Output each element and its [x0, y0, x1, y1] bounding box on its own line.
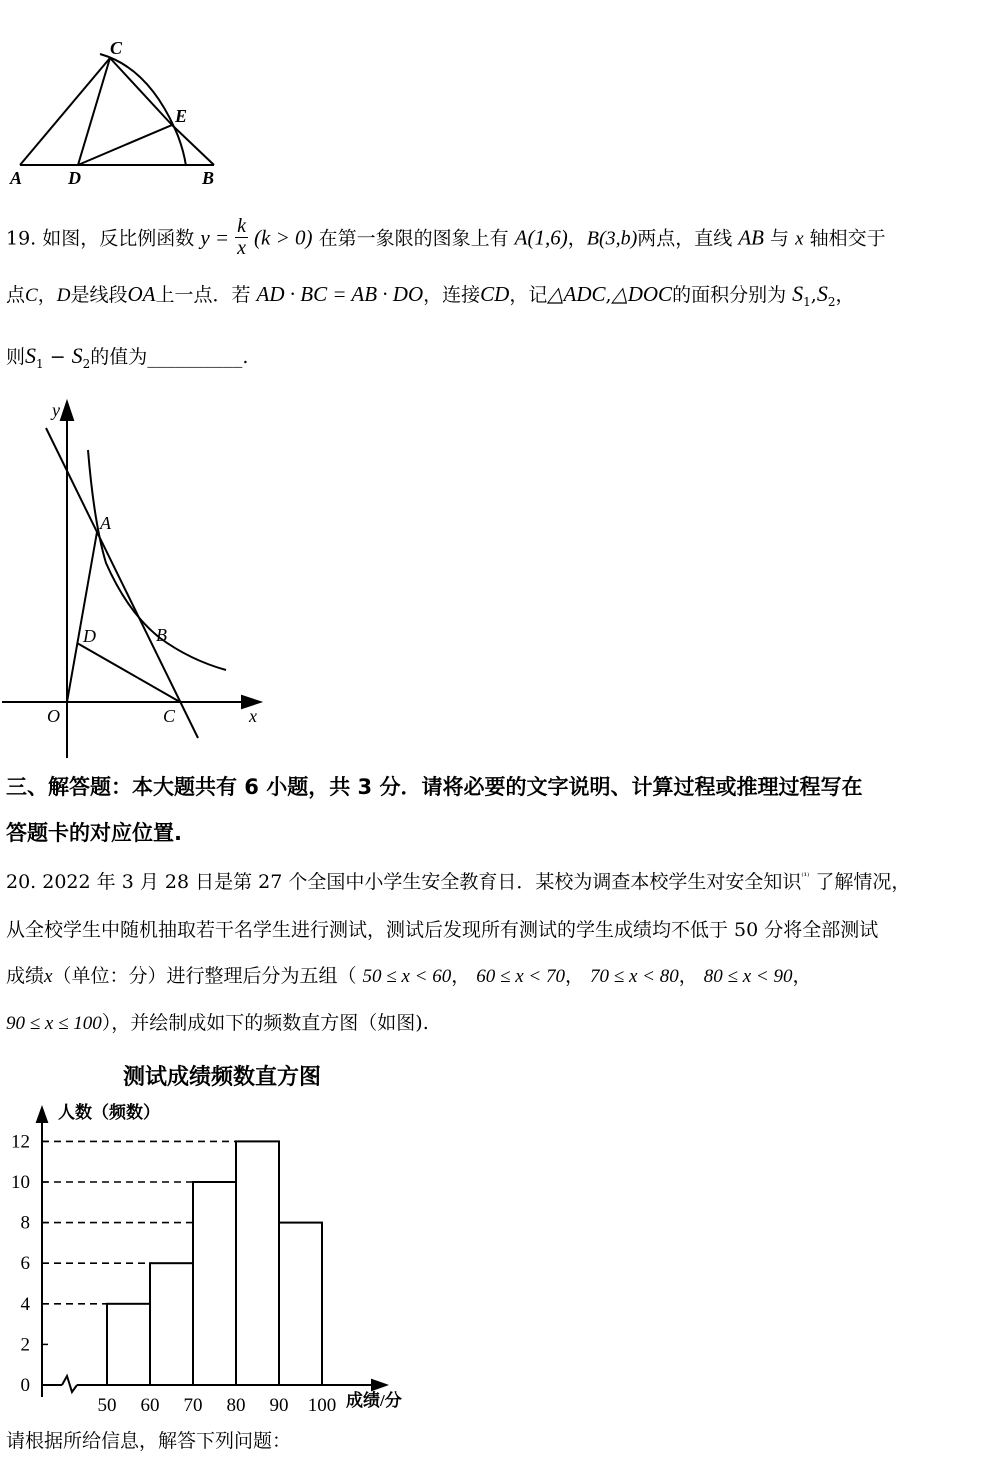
x-tick-label: 70: [183, 1395, 203, 1416]
x-tick-label: 90: [269, 1395, 289, 1416]
q19-line3: 则$S_1 - S_2$的值为__________.: [6, 343, 249, 371]
section3-heading-line1: 三、解答题：本大题共有 6 小题，共 3 分．请将必要的文字说明、计算过程或推理过程写在: [6, 775, 863, 799]
x-tick-label: 50: [97, 1395, 117, 1416]
y-axis-label: 人数（频数）: [58, 1103, 160, 1122]
y-tick-label: 2: [20, 1334, 30, 1356]
figure-coordinate-plane: [0, 398, 275, 760]
histogram-bar: [150, 1263, 193, 1385]
x-tick-label: 60: [140, 1395, 160, 1416]
x-tick-label: 80: [226, 1395, 246, 1416]
label-b: B: [156, 625, 167, 645]
section3-heading-line2: 答题卡的对应位置.: [6, 821, 182, 845]
fraction-k-over-x: $\frac{k}{x}$: [237, 215, 246, 259]
label-c: C: [163, 706, 176, 726]
label-y-axis: y: [52, 400, 60, 420]
q20-line4: 90 ≤ x ≤ 100），并绘制成如下的频数直方图（如图).: [6, 1012, 429, 1034]
axis-break: [62, 1376, 77, 1392]
instruction-text: 请根据所给信息，解答下列问题：: [6, 1430, 292, 1452]
y-tick-label: 12: [11, 1131, 30, 1153]
label-x-axis: x: [249, 706, 257, 726]
label-o: O: [47, 706, 60, 726]
histogram-bar: [193, 1182, 236, 1385]
q20-line2: 从全校学生中随机抽取若干名学生进行测试，测试后发现所有测试的学生成绩均不低于 50 分将全部测试: [6, 919, 879, 941]
histogram-chart: [0, 1058, 430, 1420]
answer-blank[interactable]: __________: [147, 346, 243, 368]
x-tick-label: 100: [307, 1395, 337, 1416]
x-axis-arrow: [372, 1380, 386, 1390]
y-tick-label: 6: [20, 1253, 30, 1275]
y-tick-label: 10: [11, 1172, 30, 1193]
histogram-bar: [107, 1304, 150, 1385]
histogram-bar: [236, 1141, 279, 1385]
figure-triangle-ace: [0, 38, 240, 188]
chart-title: 测试成绩频数直方图: [122, 1064, 322, 1089]
label-d: D: [68, 168, 81, 188]
q19-line2: 点C，D是线段OA上一点．若 AD · BC = AB · DO，连接CD，记△ADC,△DOC的面积分别为 $S_1,S_2$，: [6, 281, 855, 309]
histogram-bar: [279, 1223, 322, 1385]
y-axis-arrow: [37, 1108, 47, 1122]
y-tick-label: 0: [20, 1375, 30, 1396]
label-c: C: [110, 38, 123, 58]
label-b: B: [202, 168, 215, 188]
q19-line1: 19. 如图，反比例函数 y = $\frac{k}{x}$ (k > 0) 在第一象限的图象上有 A(1,6)，B(3,b)两点，直线 AB 与 x 轴相交于: [6, 215, 886, 259]
label-a: A: [100, 513, 111, 533]
label-e: E: [175, 106, 188, 126]
label-a: A: [10, 168, 23, 188]
x-axis-label: 成绩/分: [346, 1391, 402, 1410]
q20-line1: 20. 2022 年 3 月 28 日是第 27 个全国中小学生安全教育日．某校为调查本校学生对安全知识$^{^{(1)}}$ 了解情况，: [6, 871, 911, 893]
label-d: D: [83, 626, 96, 646]
y-tick-label: 4: [20, 1293, 30, 1315]
q20-line3: 成绩x（单位：分）进行整理后分为五组（ 50 ≤ x < 60， 60 ≤ x < 70， 70 ≤ x < 80， 80 ≤ x < 90，: [6, 965, 812, 987]
y-tick-label: 8: [20, 1212, 30, 1234]
